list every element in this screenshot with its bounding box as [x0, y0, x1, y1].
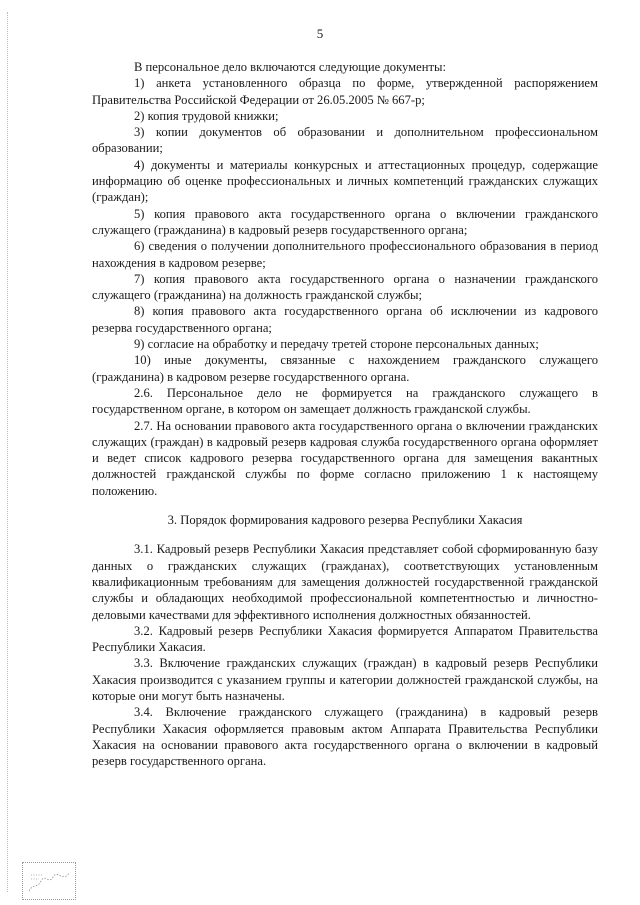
list-item-6: 6) сведения о получении дополнительного профессионального образования в период нахождения в кадровом резерве; — [92, 239, 598, 270]
document-body — [92, 59, 598, 769]
paragraph-2-7: 2.7. На основании правового акта государственного органа о включении гражданских служащих (граждан) в кадровый резерв кадровая служба государственного органа оформляет и ведет список кадрового резерва государственного органа для замещения вакантных должностей гражданской службы по форме согласно приложению 1 к настоящему положению. — [92, 418, 598, 498]
list-item-4: 4) документы и материалы конкурсных и аттестационных процедур, содержащие информацию об оценке профессиональных и личных компетенций гражданских служащих (граждан); — [92, 157, 598, 205]
scan-edge-line — [7, 12, 9, 892]
paragraph-3-4: 3.4. Включение гражданского служащего (гражданина) в кадровый резерв Республики Хакасия оформляется правовым актом Аппарата Правительства Республики Хакасия на основании правового акта государственного органа о включении в кадровый резерв государственного органа. — [92, 705, 598, 769]
paragraph-3-3: 3.3. Включение гражданских служащих (граждан) в кадровый резерв Республики Хакасия производится с указанием группы и категории должностей гражданской службы, на которые они могут быть назначены. — [92, 656, 598, 703]
list-item-2: 2) копия трудовой книжки; — [134, 108, 279, 123]
list-item-3: 3) копии документов об образовании и дополнительном профессиональном образовании; — [92, 125, 598, 156]
paragraph-intro: В персональное дело включаются следующие документы: — [134, 60, 446, 74]
scan-stamp-mark — [22, 862, 76, 900]
paragraph-2-6: 2.6. Персональное дело не формируется на гражданского служащего в государственном органе, в котором он замещает должность гражданской службы. — [92, 385, 598, 417]
paragraph-3-1: 3.1. Кадровый резерв Республики Хакасия представляет собой сформированную базу данных о гражданских служащих (гражданах), соответствующих установленным квалификационным требованиям для замещения должностей государственной гражданской службы и обладающих необходимой профессиональной компетентностью и личностно-деловыми качествами для эффективного исполнения должностных обязанностей. — [92, 542, 598, 622]
paragraph-3-2: 3.2. Кадровый резерв Республики Хакасия формируется Аппаратом Правительства Республики Хакасия. — [92, 623, 598, 655]
stamp-scribble-icon — [23, 863, 75, 899]
list-item-9: 9) согласие на обработку и передачу третей стороне персональных данных; — [134, 337, 539, 352]
list-item-5: 5) копия правового акта государственного органа о включении гражданского служащего (гражданина) в кадровый резерв государственного органа; — [92, 206, 598, 237]
list-item-7: 7) копия правового акта государственного органа о назначении гражданского служащего (гражданина) на должность гражданской службы; — [92, 271, 598, 303]
list-item-8: 8) копия правового акта государственного органа об исключении из кадрового резерва государственного органа; — [92, 304, 598, 335]
list-item-1: 1) анкета установленного образца по форме, утвержденной распоряжением Правительства Российской Федерации от 26.05.2005 № 667-р; — [92, 76, 598, 107]
page-number: 5 — [316, 26, 324, 41]
list-item-10: 10) иные документы, связанные с нахождением гражданского служащего (гражданина) в кадровом резерве государственного органа. — [92, 353, 598, 384]
section-3-heading: 3. Порядок формирования кадрового резерва Республики Хакасия — [167, 513, 523, 528]
